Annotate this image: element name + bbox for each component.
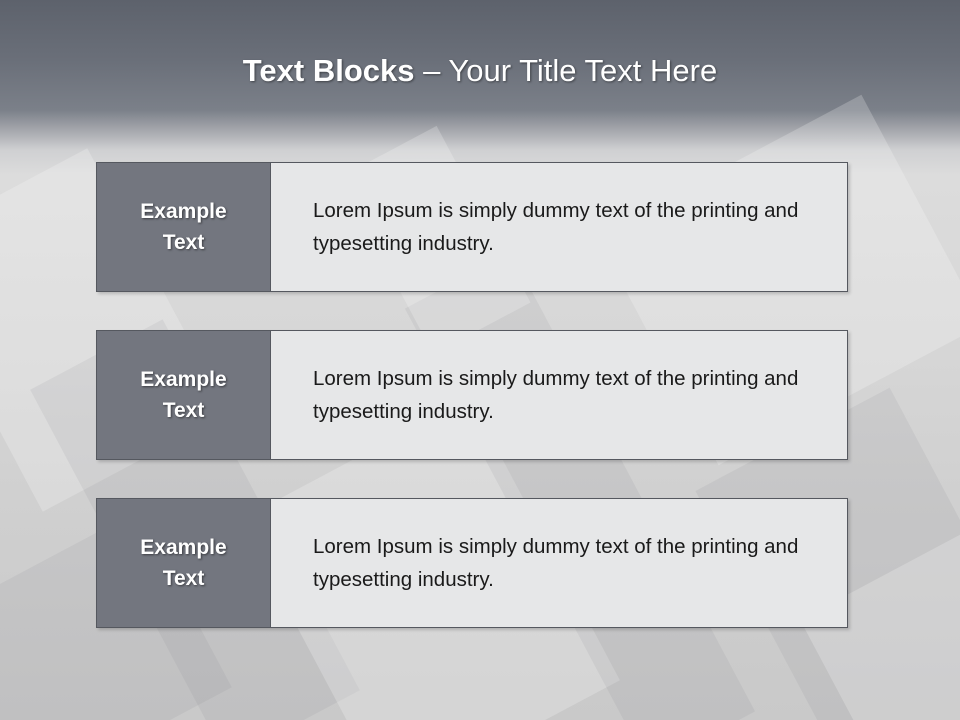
text-block-label-line2: Text [162,231,205,254]
text-block-label [97,331,271,459]
text-block-row[interactable] [96,498,848,628]
text-block-row[interactable] [96,162,848,292]
text-block-body [271,499,847,627]
text-block-body-text: Lorem Ipsum is simply dummy text of the printing and typesetting industry. [313,535,799,591]
text-block-label-line1: Example [140,200,227,223]
text-block-body [271,331,847,459]
text-block-label-line2: Text [162,567,205,590]
text-block-label-line1: Example [140,368,227,391]
text-block-row[interactable] [96,330,848,460]
text-block-body-text: Lorem Ipsum is simply dummy text of the printing and typesetting industry. [313,199,799,255]
page-title-strong: Text Blocks [242,53,415,88]
page-title-separator: – [414,53,449,88]
page-title [0,52,960,90]
page-title-light: Your Title Text Here [448,53,718,88]
text-block-body-text: Lorem Ipsum is simply dummy text of the printing and typesetting industry. [313,367,799,423]
text-block-body [271,163,847,291]
text-block-label [97,163,271,291]
text-block-label [97,499,271,627]
text-block-label-line1: Example [140,536,227,559]
text-block-label-line2: Text [162,399,205,422]
